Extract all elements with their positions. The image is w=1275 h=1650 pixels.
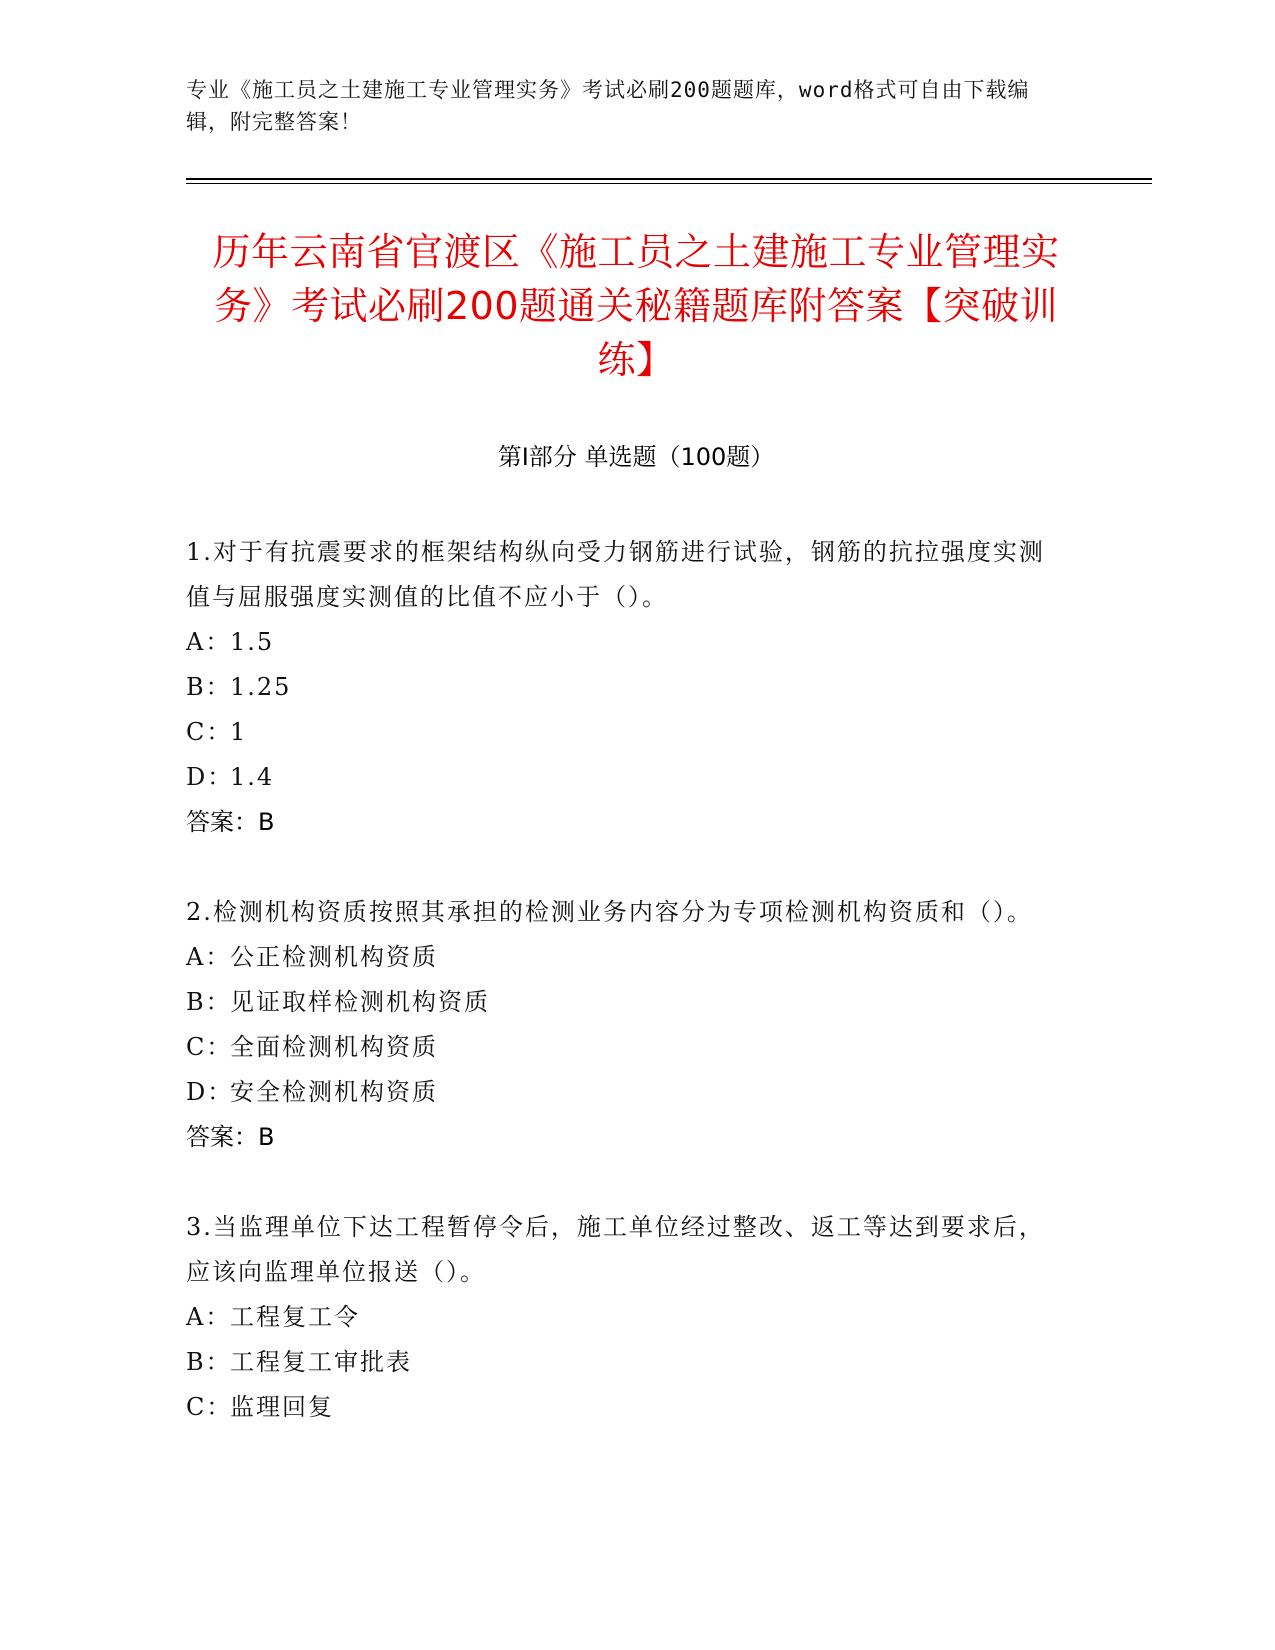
option-key: B： [186, 988, 232, 1016]
header-divider-thick [186, 178, 1152, 180]
header-divider-thin [186, 183, 1152, 184]
option-c [186, 1025, 1066, 1070]
question-stem: 1.对于有抗震要求的框架结构纵向受力钢筋进行试验，钢筋的抗拉强度实测值与屈服强度实测值的比值不应小于（）。 [186, 538, 1045, 611]
document-title: 历年云南省官渡区《施工员之土建施工专业管理实务》考试必刷200题通关秘籍题库附答案【突破训练】 [212, 230, 1060, 382]
option-c [186, 1385, 1066, 1430]
question-1 [186, 530, 1066, 845]
option-key: C： [186, 1393, 233, 1421]
option-text: 全面检测机构资质 [230, 1033, 438, 1061]
option-text: 安全检测机构资质 [230, 1078, 438, 1106]
option-key: A： [186, 1303, 232, 1331]
option-c [186, 710, 1066, 755]
option-text: 工程复工令 [230, 1303, 360, 1331]
question-stem: 3.当监理单位下达工程暂停令后，施工单位经过整改、返工等达到要求后，应该向监理单位报送（）。 [186, 1213, 1045, 1286]
option-key: B： [186, 1348, 232, 1376]
option-b [186, 665, 1066, 710]
option-text: 监理回复 [230, 1393, 334, 1421]
question-2 [186, 890, 1066, 1160]
option-key: B： [186, 673, 232, 701]
question-3 [186, 1205, 1066, 1430]
option-b [186, 1340, 1066, 1385]
answer: 答案：B [186, 1123, 275, 1151]
option-a [186, 1295, 1066, 1340]
header-note: 专业《施工员之土建施工专业管理实务》考试必刷200题题库，word格式可自由下载编辑，附完整答案！ [186, 78, 1030, 134]
option-key: C： [186, 1033, 233, 1061]
option-a [186, 935, 1066, 980]
option-text: 见证取样检测机构资质 [230, 988, 490, 1016]
option-key: A： [186, 628, 232, 656]
option-key: A： [186, 943, 232, 971]
option-text: 1.25 [230, 673, 292, 701]
option-text: 公正检测机构资质 [230, 943, 438, 971]
option-text: 1.4 [230, 763, 275, 791]
option-text: 1.5 [230, 628, 275, 656]
question-stem: 2.检测机构资质按照其承担的检测业务内容分为专项检测机构资质和（）。 [186, 898, 1033, 926]
option-key: C： [186, 718, 233, 746]
option-text: 1 [230, 718, 248, 746]
question-list [186, 530, 1066, 1475]
option-a [186, 620, 1066, 665]
option-d [186, 1070, 1066, 1115]
option-d [186, 755, 1066, 800]
option-key: D： [186, 763, 234, 791]
section-title: 第I部分 单选题（100题） [497, 443, 775, 471]
answer: 答案：B [186, 808, 275, 836]
option-key: D： [186, 1078, 234, 1106]
option-text: 工程复工审批表 [230, 1348, 412, 1376]
option-b [186, 980, 1066, 1025]
